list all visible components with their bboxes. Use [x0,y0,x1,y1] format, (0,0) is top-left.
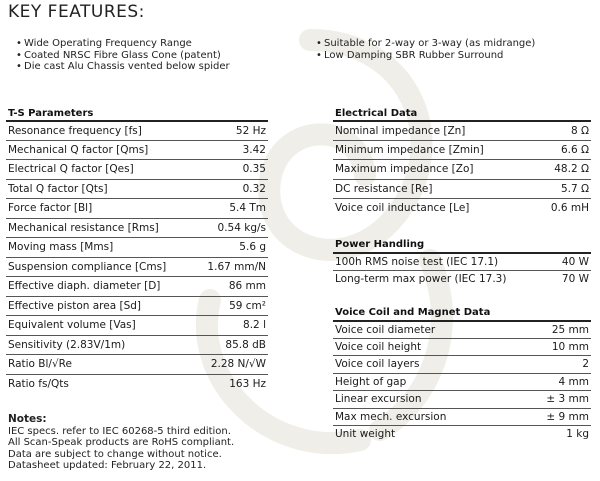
spec-row [333,198,591,218]
electrical-data-title: Electrical Data [335,108,418,119]
bullet-icon: • [16,61,22,72]
spec-label: Effective piston area [Sd] [8,299,142,312]
notes-line: IEC specs. refer to IEC 60268-5 third edition. [8,425,231,437]
notes-line: Datasheet updated: February 22, 2011. [8,460,207,471]
spec-label: Force factor [Bl] [8,202,93,215]
spec-label: Linear excursion [335,393,422,406]
spec-value: ± 3 mm [546,393,589,406]
spec-row [333,390,591,408]
key-features-title: KEY FEATURES: [8,2,145,22]
spec-label: Effective diaph. diameter [D] [8,280,161,293]
spec-value: 52 Hz [235,124,266,137]
spec-value: 2.28 N/√W [210,358,266,371]
notes-title: Notes: [8,413,47,425]
spec-value: 85.8 dB [225,338,266,351]
spec-label: Unit weight [335,428,396,441]
spec-value: 6.6 Ω [560,143,589,156]
bullet-icon: • [16,38,22,49]
spec-value: 10 mm [551,340,589,353]
features-list-right [316,38,535,61]
feature-text: Wide Operating Frequency Range [24,38,192,49]
bullet-icon: • [316,49,322,61]
spec-label: Total Q factor [Qts] [8,182,108,195]
spec-row [6,335,268,355]
spec-label: Minimum impedance [Zmin] [335,143,484,156]
spec-label: Maximum impedance [Zo] [335,163,474,176]
spec-row [333,425,591,443]
bullet-icon: • [16,49,22,61]
feature-text: Coated NRSC Fibre Glass Cone (patent) [24,49,221,61]
spec-row [333,355,591,373]
spec-value: 5.6 g [239,241,266,254]
spec-row [6,159,268,179]
spec-label: Suspension compliance [Cms] [8,260,167,273]
spec-value: 4 mm [558,375,589,388]
spec-row [6,218,268,238]
spec-label: Mechanical resistance [Rms] [8,221,159,234]
feature-item [16,50,230,62]
spec-value: 8 Ω [570,124,589,137]
spec-value: 3.42 [242,143,266,156]
features-list-left [16,38,230,73]
spec-label: Resonance frequency [fs] [8,124,142,137]
spec-value: ± 9 mm [546,410,589,423]
spec-row [6,257,268,277]
spec-value: 70 W [561,272,589,285]
spec-label: Ratio Bl/√Re [8,358,72,371]
spec-value: 8.2 l [243,319,266,332]
notes-line: All Scan-Speak products are RoHS compliant. [8,437,235,448]
ts-parameters-table [6,120,268,393]
bullet-icon: • [316,38,322,49]
feature-item [316,50,535,62]
spec-label: Mechanical Q factor [Qms] [8,143,149,156]
feature-text: Low Damping SBR Rubber Surround [324,49,504,61]
spec-row [6,237,268,257]
ts-parameters-title: T-S Parameters [8,108,94,119]
spec-value: 0.54 kg/s [217,221,266,234]
spec-row [333,252,591,270]
spec-label: Voice coil height [335,340,422,353]
spec-value: 0.6 mH [550,202,589,215]
spec-value: 0.35 [242,163,266,176]
feature-item [316,38,535,50]
spec-row [6,140,268,160]
spec-value: 40 W [561,255,589,268]
notes-block [8,414,234,472]
spec-value: 1 kg [566,428,589,441]
spec-value: 86 mm [228,280,266,293]
feature-item [16,61,230,73]
spec-row [333,408,591,426]
power-handling-title: Power Handling [335,239,425,250]
spec-label: Long-term max power (IEC 17.3) [335,272,507,285]
notes-line: Data are subject to change without notice. [8,448,222,460]
feature-text: Die cast Alu Chassis vented below spider [24,61,230,72]
spec-row [333,373,591,391]
spec-value: 2 [582,358,589,371]
spec-value: 25 mm [551,323,589,336]
spec-value: 1.67 mm/N [207,260,266,273]
spec-row [6,276,268,296]
spec-row [333,270,591,288]
spec-label: Ratio fs/Qts [8,377,69,390]
spec-row [6,198,268,218]
voice-coil-magnet-title: Voice Coil and Magnet Data [335,307,491,318]
spec-row [6,354,268,374]
spec-label: Electrical Q factor [Qes] [8,163,134,176]
spec-label: 100h RMS noise test (IEC 17.1) [335,255,499,268]
feature-text: Suitable for 2-way or 3-way (as midrange) [324,38,536,49]
spec-value: 5.7 Ω [560,182,589,195]
spec-row [333,159,591,179]
spec-label: Voice coil inductance [Le] [335,202,470,215]
spec-label: Voice coil diameter [335,323,436,336]
power-handling-table [333,252,591,287]
spec-row [6,120,268,140]
spec-row [333,140,591,160]
spec-label: Max mech. excursion [335,410,447,423]
spec-row [6,296,268,316]
electrical-data-table [333,120,591,218]
spec-label: Moving mass [Mms] [8,241,114,254]
feature-item [16,38,230,50]
spec-value: 48.2 Ω [554,163,589,176]
spec-label: DC resistance [Re] [335,182,433,195]
spec-value: 59 cm² [229,299,266,312]
spec-row [333,179,591,199]
spec-row [333,320,591,338]
spec-row [333,120,591,140]
spec-label: Height of gap [335,375,407,388]
spec-value: 0.32 [242,182,266,195]
spec-row [333,338,591,356]
spec-row [6,315,268,335]
spec-label: Equivalent volume [Vas] [8,319,136,332]
spec-value: 5.4 Tm [229,202,266,215]
spec-row [6,374,268,394]
voice-coil-magnet-table [333,320,591,443]
spec-label: Nominal impedance [Zn] [335,124,466,137]
spec-row [6,179,268,199]
spec-label: Sensitivity (2.83V/1m) [8,338,126,351]
spec-value: 163 Hz [229,377,266,390]
spec-label: Voice coil layers [335,358,420,371]
